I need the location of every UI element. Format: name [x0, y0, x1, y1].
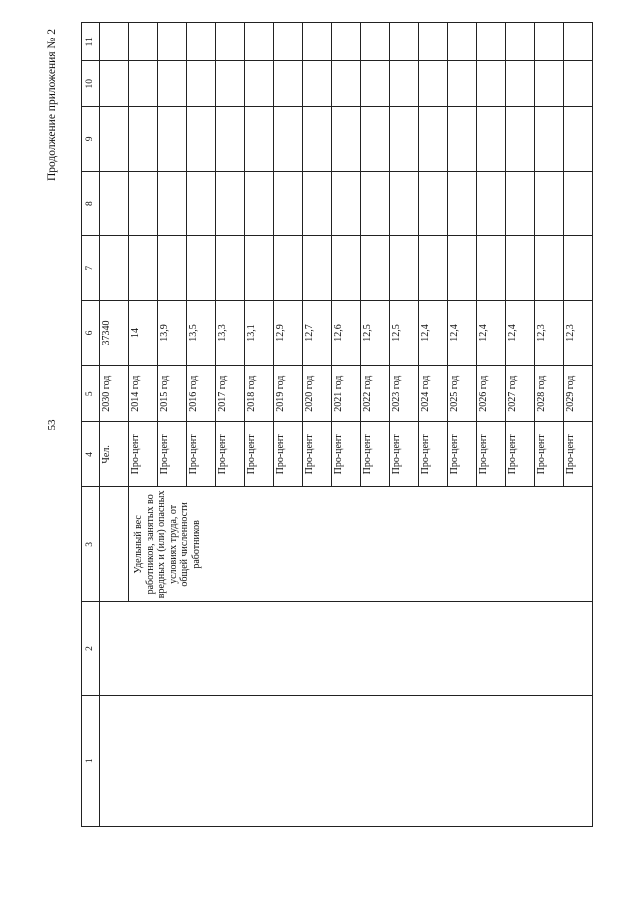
unit-cell: Про-цент [506, 422, 535, 487]
empty-cell [506, 107, 535, 172]
value-cell: 12,9 [274, 301, 303, 366]
empty-cell [419, 107, 448, 172]
empty-cell [245, 61, 274, 107]
empty-cell [506, 23, 535, 62]
empty-cell [332, 236, 361, 301]
empty-cell [564, 107, 593, 172]
unit-cell: Про-цент [129, 422, 158, 487]
value-cell: 13,1 [245, 301, 274, 366]
empty-cell [332, 23, 361, 62]
column-number-11: 11 [82, 23, 100, 62]
column-number-7: 7 [82, 236, 100, 301]
empty-cell [129, 236, 158, 301]
empty-cell [506, 61, 535, 107]
empty-cell [158, 107, 187, 172]
empty-cell [535, 23, 564, 62]
empty-cell [187, 61, 216, 107]
year-cell: 2020 год [303, 365, 332, 422]
empty-cell [129, 61, 158, 107]
unit-cell: Про-цент [274, 422, 303, 487]
value-cell: 12,4 [506, 301, 535, 366]
empty-cell [187, 23, 216, 62]
year-cell: 2017 год [216, 365, 245, 422]
year-cell: 2015 год [158, 365, 187, 422]
empty-cell [477, 171, 506, 236]
year-cell: 2025 год [448, 365, 477, 422]
unit-cell: Про-цент [564, 422, 593, 487]
empty-cell [216, 23, 245, 62]
empty-cell [506, 236, 535, 301]
cell-col2 [100, 602, 593, 695]
empty-cell [303, 171, 332, 236]
value-cell: 14 [129, 301, 158, 366]
empty-cell [448, 107, 477, 172]
empty-cell [477, 107, 506, 172]
empty-cell [564, 236, 593, 301]
empty-cell [245, 23, 274, 62]
empty-cell [361, 107, 390, 172]
indicator-name-cell: Удельный вес работников, занятых во вредных и (или) опасных условиях труда, от общей численности работников [129, 487, 593, 602]
year-cell: 2029 год [564, 365, 593, 422]
empty-cell [187, 171, 216, 236]
empty-cell [390, 23, 419, 62]
empty-cell [274, 236, 303, 301]
column-number-10: 10 [82, 61, 100, 107]
empty-cell [303, 236, 332, 301]
empty-cell [303, 61, 332, 107]
unit-cell: Про-цент [303, 422, 332, 487]
empty-cell [158, 171, 187, 236]
unit-cell: Про-цент [158, 422, 187, 487]
unit-cell: Про-цент [245, 422, 274, 487]
year-cell: 2022 год [361, 365, 390, 422]
empty-cell [274, 107, 303, 172]
value-cell: 13,3 [216, 301, 245, 366]
unit-cell: Про-цент [419, 422, 448, 487]
empty-cell [245, 107, 274, 172]
unit-cell: Про-цент [477, 422, 506, 487]
value-cell: 13,5 [187, 301, 216, 366]
empty-cell [158, 61, 187, 107]
empty-cell [332, 61, 361, 107]
empty-cell [303, 23, 332, 62]
unit-cell: Про-цент [187, 422, 216, 487]
cell-col3 [100, 487, 129, 602]
empty-cell [477, 61, 506, 107]
table-row [100, 23, 129, 827]
empty-cell [274, 61, 303, 107]
year-cell: 2016 год [187, 365, 216, 422]
empty-cell [477, 23, 506, 62]
year-cell: 2027 год [506, 365, 535, 422]
year-cell: 2028 год [535, 365, 564, 422]
empty-cell [564, 171, 593, 236]
year-cell: 2026 год [477, 365, 506, 422]
empty-cell [129, 107, 158, 172]
year-cell: 2018 год [245, 365, 274, 422]
empty-cell [390, 236, 419, 301]
empty-cell [216, 107, 245, 172]
empty-cell [390, 61, 419, 107]
column-number-5: 5 [82, 365, 100, 422]
year-cell: 2024 год [419, 365, 448, 422]
empty-cell [390, 107, 419, 172]
unit-cell: Про-цент [448, 422, 477, 487]
empty-cell [419, 23, 448, 62]
empty-cell [448, 61, 477, 107]
empty-cell [158, 23, 187, 62]
value-cell: 12,7 [303, 301, 332, 366]
empty-cell [419, 61, 448, 107]
empty-cell [419, 236, 448, 301]
empty-cell [129, 23, 158, 62]
empty-cell [448, 171, 477, 236]
empty-cell [535, 171, 564, 236]
empty-cell [187, 236, 216, 301]
empty-cell [361, 61, 390, 107]
column-number-1: 1 [82, 695, 100, 826]
unit-cell: Чел. [100, 422, 129, 487]
value-cell: 13,9 [158, 301, 187, 366]
empty-cell [535, 107, 564, 172]
unit-cell: Про-цент [390, 422, 419, 487]
value-cell: 12,5 [390, 301, 419, 366]
value-cell: 12,4 [448, 301, 477, 366]
empty-cell [477, 236, 506, 301]
value-cell: 12,4 [477, 301, 506, 366]
unit-cell: Про-цент [332, 422, 361, 487]
empty-cell [361, 23, 390, 62]
column-number-8: 8 [82, 171, 100, 236]
value-cell: 37340 [100, 301, 129, 366]
column-number-2: 2 [82, 602, 100, 695]
cell-col1 [100, 695, 593, 826]
empty-cell [361, 171, 390, 236]
value-cell: 12,6 [332, 301, 361, 366]
year-cell: 2021 год [332, 365, 361, 422]
empty-cell [158, 236, 187, 301]
year-cell: 2019 год [274, 365, 303, 422]
unit-cell: Про-цент [361, 422, 390, 487]
empty-cell [332, 107, 361, 172]
empty-cell [535, 236, 564, 301]
empty-cell [274, 23, 303, 62]
empty-cell [419, 171, 448, 236]
column-number-9: 9 [82, 107, 100, 172]
running-header: Продолжение приложения № 2 [46, 28, 58, 182]
column-number-row [82, 23, 100, 827]
empty-cell [216, 236, 245, 301]
page-number: 53 [46, 419, 58, 431]
empty-cell [506, 171, 535, 236]
indicator-table [81, 22, 593, 827]
empty-cell [390, 171, 419, 236]
column-number-6: 6 [82, 301, 100, 366]
year-cell: 2014 год [129, 365, 158, 422]
year-cell: 2030 год [100, 365, 129, 422]
empty-cell [187, 107, 216, 172]
indicator-table-frame [81, 22, 593, 827]
year-cell: 2023 год [390, 365, 419, 422]
value-cell: 12,5 [361, 301, 390, 366]
value-cell: 12,4 [419, 301, 448, 366]
unit-cell: Про-цент [216, 422, 245, 487]
empty-cell [564, 23, 593, 62]
empty-cell [564, 61, 593, 107]
empty-cell [129, 171, 158, 236]
empty-cell [245, 171, 274, 236]
empty-cell [332, 171, 361, 236]
empty-cell [245, 236, 274, 301]
empty-cell [448, 23, 477, 62]
empty-cell [216, 61, 245, 107]
empty-cell [216, 171, 245, 236]
unit-cell: Про-цент [535, 422, 564, 487]
column-number-3: 3 [82, 487, 100, 602]
empty-cell [361, 236, 390, 301]
empty-cell [448, 236, 477, 301]
empty-cell [535, 61, 564, 107]
column-number-4: 4 [82, 422, 100, 487]
value-cell: 12,3 [564, 301, 593, 366]
value-cell: 12,3 [535, 301, 564, 366]
empty-cell [303, 107, 332, 172]
empty-cell [274, 171, 303, 236]
